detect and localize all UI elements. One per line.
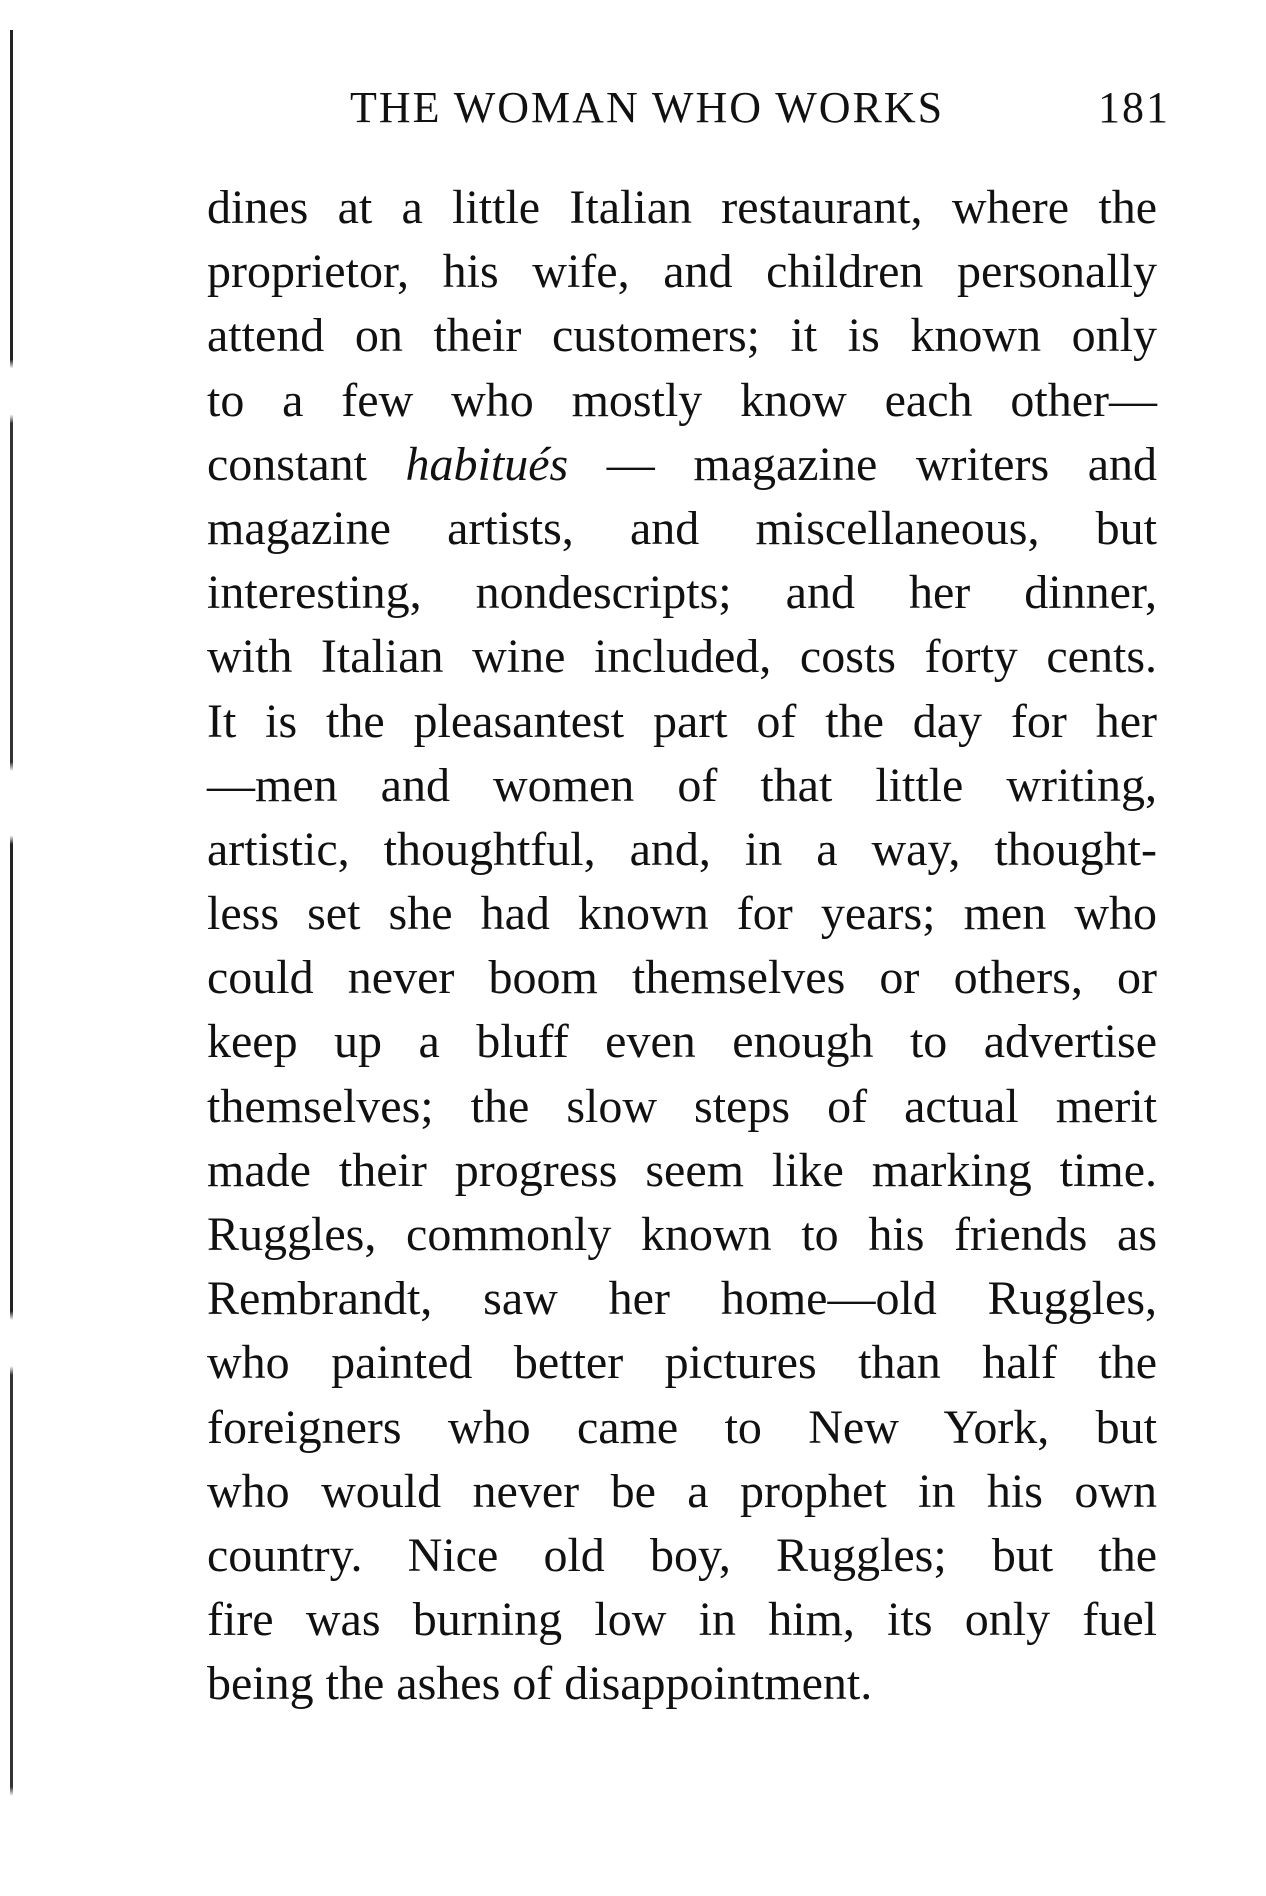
text-line: It is the pleasantest part of the day for her [207,694,1157,748]
text-line: fire was burning low in him, its only fuel [207,1593,1157,1647]
text-segment: constant [207,437,406,491]
running-title: THE WOMAN WHO WORKS [350,83,945,132]
text-line: interesting, nondescripts; and her dinner, [207,566,1157,620]
text-line: Rembrandt, saw her home—old Ruggles, [207,1272,1157,1326]
text-line: could never boom themselves or others, or [207,951,1157,1005]
text-line: country. Nice old boy, Ruggles; but the [207,1528,1157,1582]
page-edge-line [10,30,13,1860]
text-line: keep up a bluff even enough to advertise [207,1015,1157,1069]
text-line: made their progress seem like marking time. [207,1143,1157,1197]
text-line: to a few who mostly know each other— [207,373,1157,427]
page-number: 181 [1098,83,1170,132]
text-line: foreigners who came to New York, but [207,1400,1157,1454]
text-line: themselves; the slow steps of actual merit [207,1079,1157,1133]
text-line: proprietor, his wife, and children personally [207,245,1157,299]
page-header [350,78,1170,138]
text-line [207,433,1157,497]
body-text [207,176,1157,1717]
text-line: Ruggles, commonly known to his friends as [207,1208,1157,1261]
text-line: less set she had known for years; men who [207,887,1157,941]
text-line: dines at a little Italian restaurant, where the [207,181,1157,234]
text-line: magazine artists, and miscellaneous, but [207,501,1157,555]
text-line: —men and women of that little writing, [207,758,1157,812]
text-line: with Italian wine included, costs forty cents. [207,630,1157,684]
text-line: being the ashes of disappointment. [207,1657,873,1711]
text-segment: — magazine writers and [568,437,1157,491]
text-line: who painted better pictures than half the [207,1336,1157,1390]
text-line: attend on their customers; it is known only [207,309,1157,363]
text-line: who would never be a prophet in his own [207,1464,1157,1518]
italic-word: habitués [405,437,569,491]
text-line: artistic, thoughtful, and, in a way, thought- [207,822,1157,876]
